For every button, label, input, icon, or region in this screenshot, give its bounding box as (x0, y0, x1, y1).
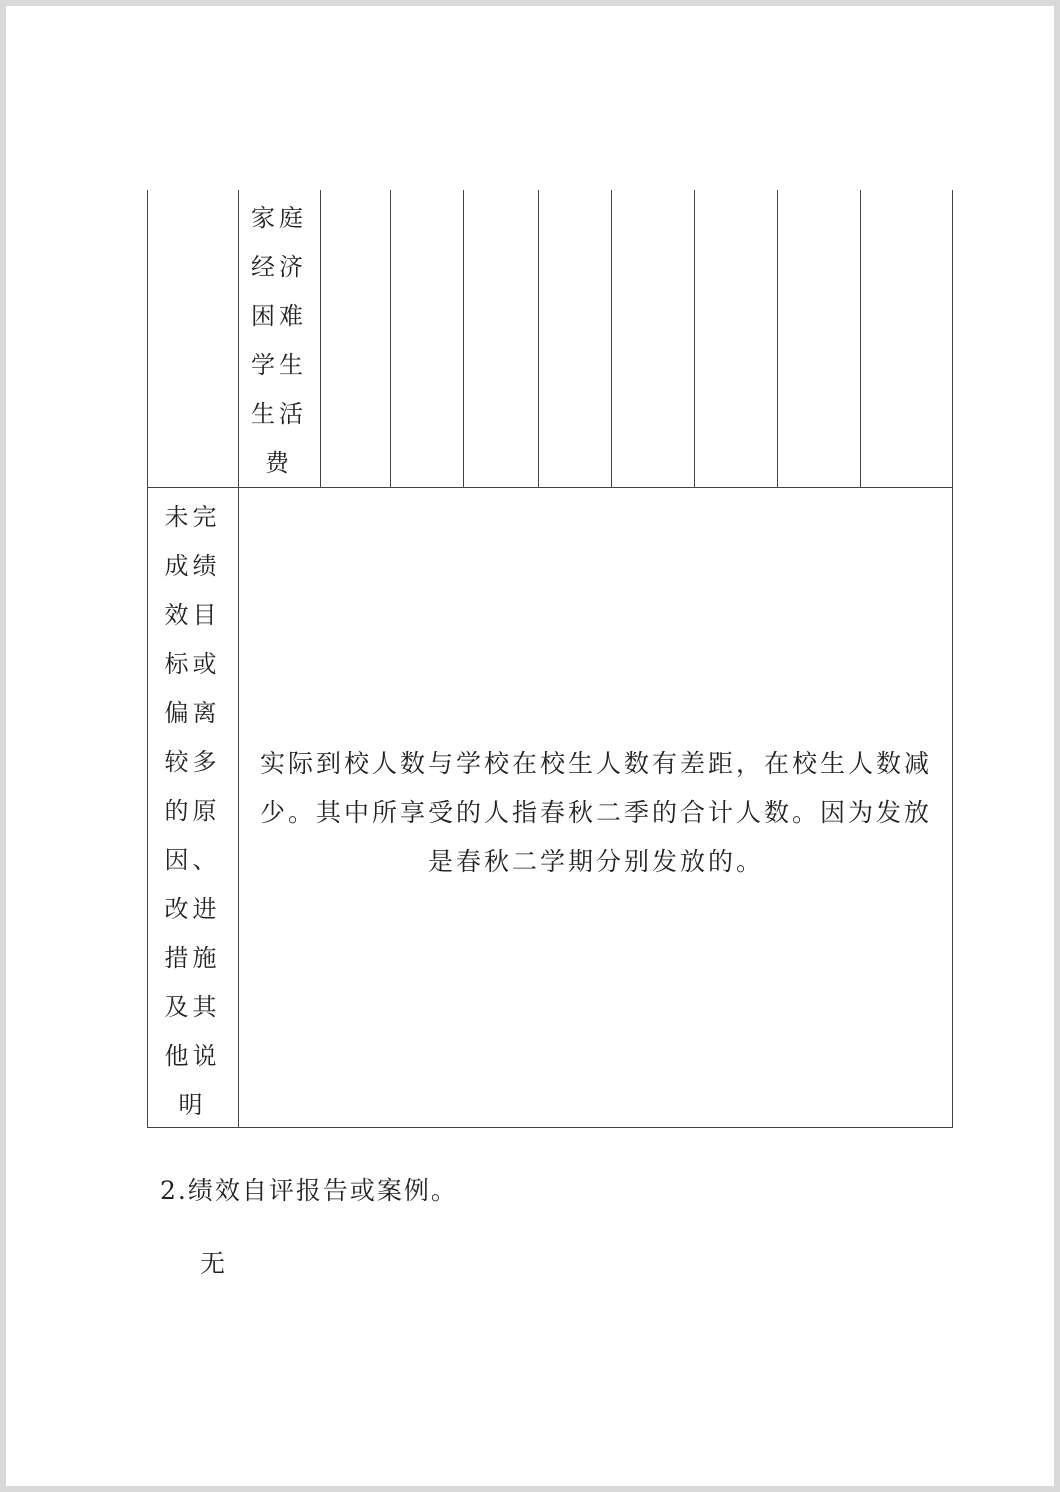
explanation-line: 少。其中所享受的人指春秋二季的合计人数。因为发放 (259, 798, 932, 827)
document-page (6, 6, 1054, 1486)
row-label-explanation: 未完 成绩 效目 标或 偏离 较多 的原 因、 改进 措施 及其 他说 明 (164, 503, 221, 1119)
row-label-living-allowance: 家庭 经济 困难 学生 生活 费 (251, 204, 307, 477)
explanation-line: 实际到校人数与学校在校生人数有差距，在校生人数减 (259, 749, 932, 778)
section-body: 无 (200, 1249, 226, 1278)
section-heading: 2.绩效自评报告或案例。 (160, 1176, 458, 1205)
explanation-content (250, 739, 942, 886)
explanation-line: 是春秋二学期分别发放的。 (427, 847, 764, 876)
